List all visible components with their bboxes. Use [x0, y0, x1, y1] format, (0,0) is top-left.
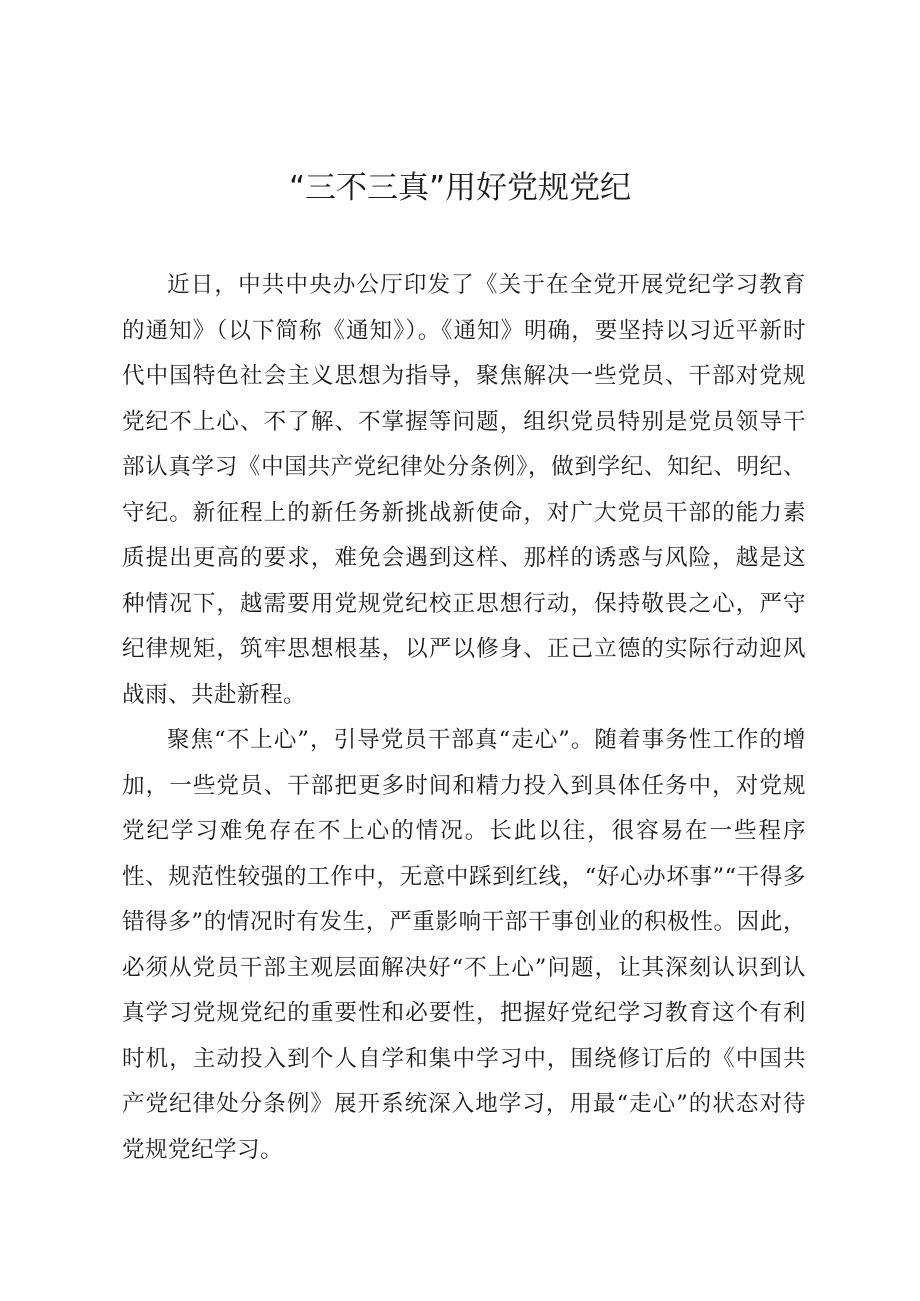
paragraph: 近日，中共中央办公厅印发了《关于在全党开展党纪学习教育的通知》（以下简称《通知》）。《通知》明确，要坚持以习近平新时代中国特色社会主义思想为指导，聚焦解决一些党员、干部对党规党纪不上心、不了解、不掌握等问题，组织党员特别是党员领导干部认真学习《中国共产党纪律处分条例》，做到学纪、知纪、明纪、守纪。新征程上的新任务新挑战新使命，对广大党员干部的能力素质提出更高的要求，难免会遇到这样、那样的诱惑与风险，越是这种情况下，越需要用党规党纪校正思想行动，保持敬畏之心，严守纪律规矩，筑牢思想根基，以严以修身、正己立德的实际行动迎风战雨、共赴新程。	[122, 272, 806, 708]
document-body	[122, 263, 806, 1173]
document-title: “三不三真”用好党规党纪	[288, 170, 632, 206]
paragraph: 聚焦“不上心”，引导党员干部真“走心”。随着事务性工作的增加，一些党员、干部把更多时间和精力投入到具体任务中，对党规党纪学习难免存在不上心的情况。长此以往，很容易在一些程序性、规范性较强的工作中，无意中踩到红线，“好心办坏事”“干得多错得多”的情况时有发生，严重影响干部干事创业的积极性。因此，必须从党员干部主观层面解决好“不上心”问题，让其深刻认识到认真学习党规党纪的重要性和必要性，把握好党纪学习教育这个有利时机，主动投入到个人自学和集中学习中，围绕修订后的《中国共产党纪律处分条例》展开系统深入地学习，用最“走心”的状态对待党规党纪学习。	[122, 727, 806, 1163]
